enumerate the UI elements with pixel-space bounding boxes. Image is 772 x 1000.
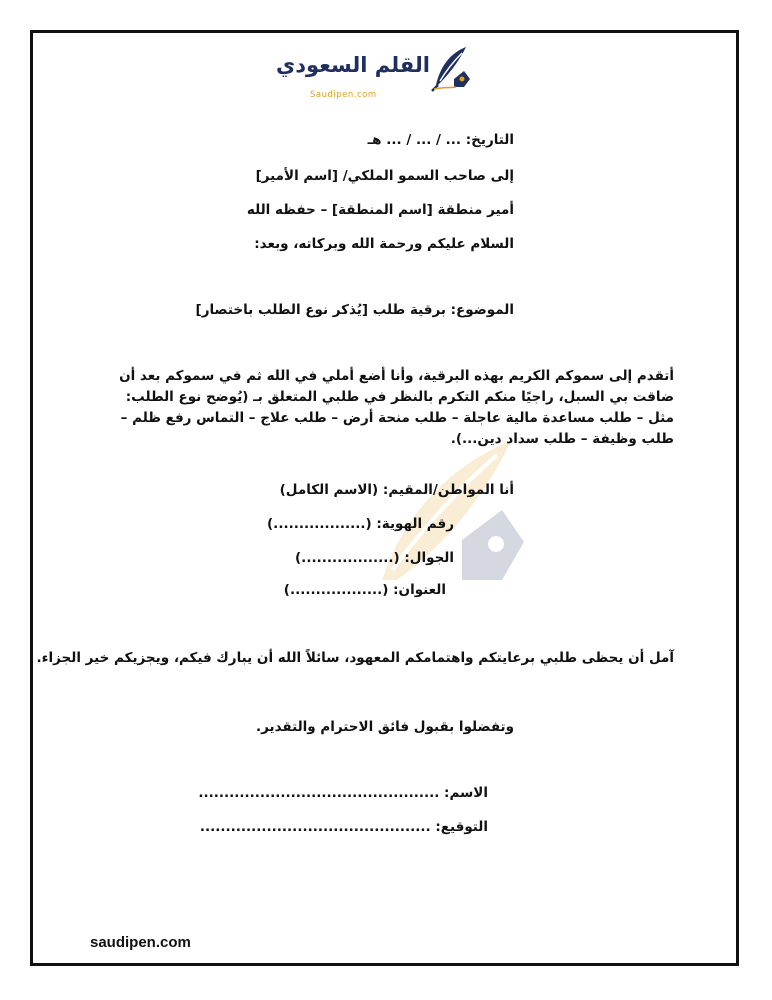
logo xyxy=(275,45,472,103)
logo-english-text: Saudipen.com xyxy=(310,90,377,100)
footer-website: saudipen.com xyxy=(90,934,191,951)
applicant-mobile: الجوال: (..................) xyxy=(295,550,454,566)
date-line: التاريخ: ... / ... / ... هـ xyxy=(367,132,514,148)
watermark-quill-icon xyxy=(362,430,527,590)
applicant-name: أنا المواطن/المقيم: (الاسم الكامل) xyxy=(279,482,514,498)
applicant-id: رقم الهوية: (..................) xyxy=(267,516,454,532)
logo-arabic-text: القلم السعودي xyxy=(275,53,430,77)
closing-paragraph: آمل أن يحظى طلبي برعايتكم واهتمامكم المعهود، سائلاً الله أن يبارك فيكم، ويجزيكم خير الجزاء. xyxy=(36,650,674,666)
region-line: أمير منطقة [اسم المنطقة] – حفظه الله xyxy=(246,202,514,218)
applicant-address: العنوان: (..................) xyxy=(283,582,446,598)
signature-name-line: الاسم: ............................................... xyxy=(198,785,488,801)
regards-line: وتفضلوا بقبول فائق الاحترام والتقدير. xyxy=(255,719,515,735)
quill-pen-icon xyxy=(430,45,470,93)
addressee-line: إلى صاحب السمو الملكي/ [اسم الأمير] xyxy=(255,168,514,184)
signature-sign-line: التوقيع: ............................................. xyxy=(199,819,488,835)
subject-line: الموضوع: برقية طلب [يُذكر نوع الطلب باختصار] xyxy=(195,302,514,318)
body-paragraph: أتقدم إلى سموكم الكريم بهذه البرقية، وأنا أضع أملي في الله ثم في سموكم بعد أن ضاقت بي السبل، راجيًا منكم التكرم بالنظر في طلبي المتعلق بـ (يُوضح نوع الطلب: مثل – طلب مساعدة مالية عاجلة – طلب منحة أرض – طلب علاج – التماس رفع ظلم – طلب وظيفة – طلب سداد دين...). xyxy=(119,368,674,447)
greeting-line: السلام عليكم ورحمة الله وبركاته، وبعد: xyxy=(254,236,514,252)
